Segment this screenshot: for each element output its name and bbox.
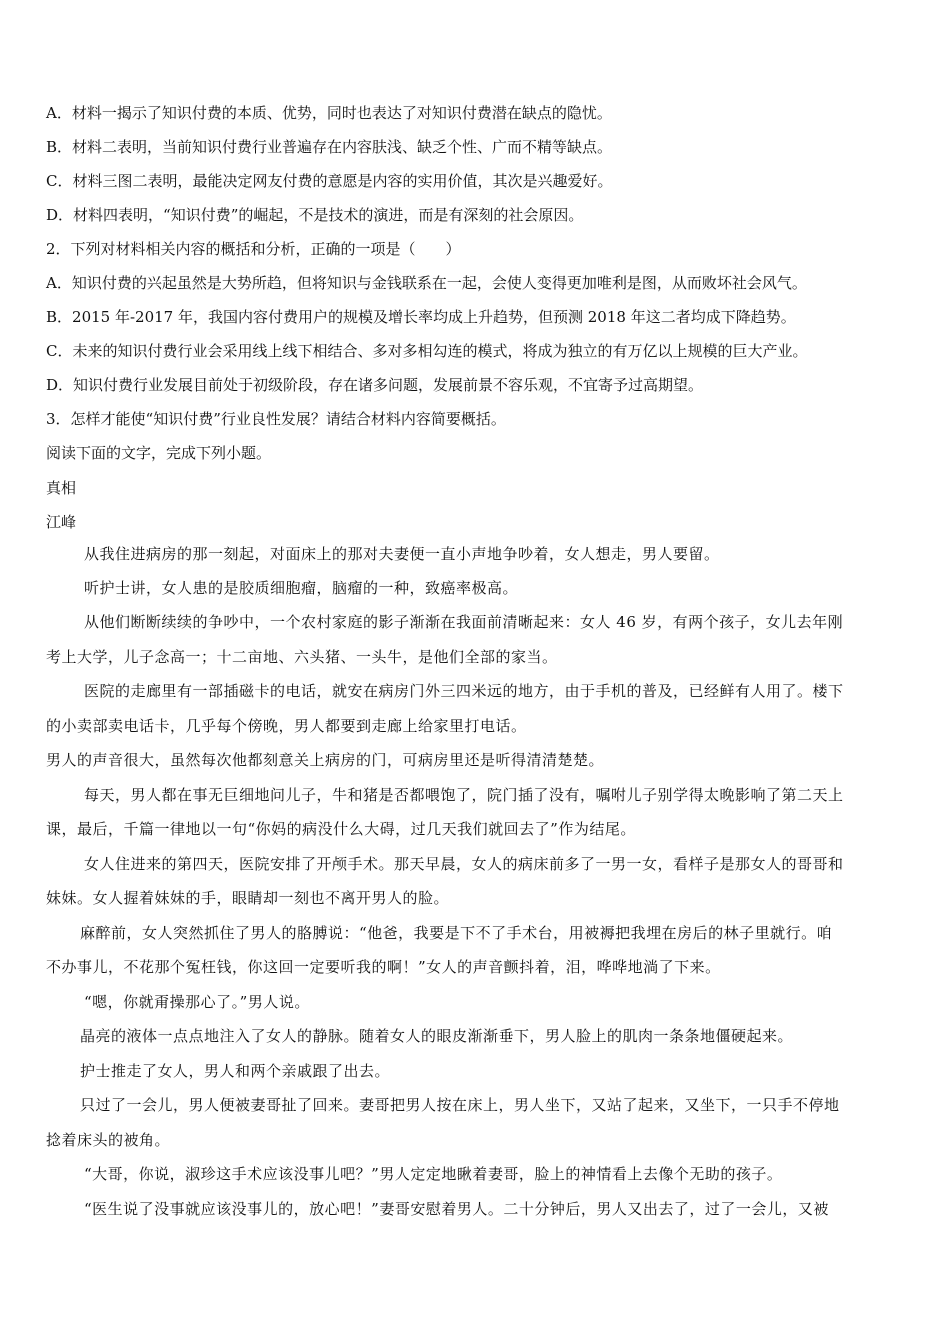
question-3: 3．怎样才能使“知识付费”行业良性发展？请结合材料内容简要概括。 xyxy=(46,410,506,428)
story-line: 不办事儿，不花那个冤枉钱，你这回一定要听我的啊！”女人的声音颤抖着，泪，哗哗地淌了下来。 xyxy=(46,958,721,976)
q1-option-c: C．材料三图二表明，最能决定网友付费的意愿是内容的实用价值，其次是兴趣爱好。 xyxy=(46,172,613,190)
q2-option-b: B．2015 年-2017 年，我国内容付费用户的规模及增长率均成上升趋势，但预测 2018 年这二者均成下降趋势。 xyxy=(46,308,796,326)
story-title: 真相 xyxy=(46,479,77,497)
story-line: 医院的走廊里有一部插磁卡的电话，就安在病房门外三四米远的地方，由于手机的普及，已经鲜有人用了。楼下 xyxy=(84,682,844,700)
story-line: “医生说了没事就应该没事儿的，放心吧！”妻哥安慰着男人。二十分钟后，男人又出去了，过了一会儿，又被 xyxy=(84,1200,829,1218)
story-line: 课，最后，千篇一律地以一句“你妈的病没什么大碍，过几天我们就回去了”作为结尾。 xyxy=(46,820,636,838)
q2-option-c: C．未来的知识付费行业会采用线上线下相结合、多对多相勾连的模式，将成为独立的有万亿以上规模的巨大产业。 xyxy=(46,342,808,360)
story-line: 晶亮的液体一点点地注入了女人的静脉。随着女人的眼皮渐渐垂下，男人脸上的肌肉一条条地僵硬起来。 xyxy=(80,1027,794,1045)
story-line: 捻着床头的被角。 xyxy=(46,1131,171,1149)
q2-option-a: A．知识付费的兴起虽然是大势所趋，但将知识与金钱联系在一起，会使人变得更加唯利是图，从而败坏社会风气。 xyxy=(46,274,807,292)
q1-option-a: A．材料一揭示了知识付费的本质、优势，同时也表达了对知识付费潜在缺点的隐忧。 xyxy=(46,104,612,122)
story-line: 听护士讲，女人患的是胶质细胞瘤，脑瘤的一种，致癌率极高。 xyxy=(84,579,519,597)
story-line: 麻醉前，女人突然抓住了男人的胳膊说：“他爸，我要是下不了手术台，用被褥把我埋在房后的林子里就行。咱 xyxy=(80,924,833,942)
story-line: 女人住进来的第四天，医院安排了开颅手术。那天早晨，女人的病床前多了一男一女，看样子是那女人的哥哥和 xyxy=(84,855,844,873)
reading-instruction: 阅读下面的文字，完成下列小题。 xyxy=(46,444,272,462)
story-line: 男人的声音很大，虽然每次他都刻意关上病房的门，可病房里还是听得清清楚楚。 xyxy=(46,751,605,769)
question-2: 2．下列对材料相关内容的概括和分析，正确的一项是（ ） xyxy=(46,240,461,258)
story-line: 每天，男人都在事无巨细地问儿子，牛和猪是否都喂饱了，院门插了没有，嘱咐儿子别学得太晚影响了第二天上 xyxy=(84,786,844,804)
story-line: 考上大学，儿子念高一；十二亩地、六头猪、一头牛，是他们全部的家当。 xyxy=(46,648,558,666)
q1-option-d: D．材料四表明，“知识付费”的崛起，不是技术的演进，而是有深刻的社会原因。 xyxy=(46,206,584,224)
story-line: 从他们断断续续的争吵中，一个农村家庭的影子渐渐在我面前清晰起来：女人 46 岁，有两个孩子，女儿去年刚 xyxy=(84,613,844,631)
story-line: “大哥，你说，淑珍这手术应该没事儿吧？”男人定定地瞅着妻哥，脸上的神情看上去像个无助的孩子。 xyxy=(84,1165,783,1183)
story-line: 从我住进病房的那一刻起，对面床上的那对夫妻便一直小声地争吵着，女人想走，男人要留。 xyxy=(84,545,720,563)
story-line: 护士推走了女人，男人和两个亲戚跟了出去。 xyxy=(80,1062,391,1080)
q1-option-b: B．材料二表明，当前知识付费行业普遍存在内容肤浅、缺乏个性、广而不精等缺点。 xyxy=(46,138,613,156)
story-author: 江峰 xyxy=(46,513,77,531)
story-line: 妹妹。女人握着妹妹的手，眼睛却一刻也不离开男人的脸。 xyxy=(46,889,450,907)
story-line: 的小卖部卖电话卡，几乎每个傍晚，男人都要到走廊上给家里打电话。 xyxy=(46,717,527,735)
story-line: “嗯，你就甭操那心了。”男人说。 xyxy=(84,993,310,1011)
q2-option-d: D．知识付费行业发展目前处于初级阶段，存在诸多问题，发展前景不容乐观，不宜寄予过高期望。 xyxy=(46,376,704,394)
story-line: 只过了一会儿，男人便被妻哥扯了回来。妻哥把男人按在床上，男人坐下，又站了起来，又坐下，一只手不停地 xyxy=(80,1096,840,1114)
